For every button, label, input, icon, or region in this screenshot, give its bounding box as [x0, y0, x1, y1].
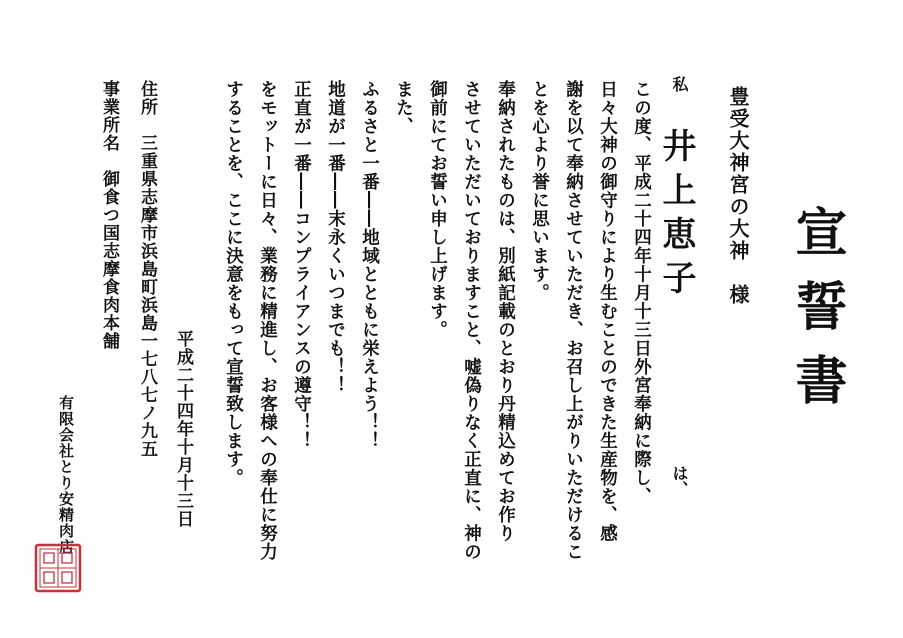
body-line: 日々大神の御守りにより生むことのできた生産物を、感	[597, 80, 618, 543]
addressee: 豊受大神宮の大神 様	[726, 86, 750, 306]
body-line: ふるさと一番――地域とともに栄えよう！！	[359, 80, 380, 450]
body-line: とを心より誉に思います。	[529, 80, 550, 302]
body-line: をモットーに日々、業務に精進し、お客様への奉仕に努力	[257, 80, 278, 561]
body-line: 謝を以て奉納させていただき、お召し上がりいただけるこ	[563, 80, 584, 561]
company-seal-icon	[34, 543, 82, 593]
body-line: させていただいておりますこと、嘘偽りなく正直に、神の	[461, 80, 482, 561]
declaration-date: 平成二十四年十月十三日	[173, 330, 193, 528]
body-line: 地道が一番――末永くいつまでも！！	[325, 80, 346, 395]
office-name: 事業所名 御食つ国志摩食肉本舗	[99, 80, 119, 350]
document-title: 宣誓書	[786, 205, 847, 427]
company-name: 有限会社とり安精肉店	[57, 395, 75, 555]
body-line: 御前にてお誓い申し上げます。	[427, 80, 448, 339]
address: 住所 三重県志摩市浜島町浜島一七八七ノ九五	[137, 80, 157, 458]
body-line: することを、ここに決意をもって宣誓致します。	[223, 80, 244, 487]
declarant-name: 井上恵子	[656, 128, 696, 304]
first-person-pronoun: 私	[670, 76, 689, 92]
body-line: 奉納されたものは、別紙記載のとおり丹精込めてお作り	[495, 80, 516, 543]
topic-particle: は、	[670, 465, 689, 497]
body-line: 正直が一番――コンプライアンスの遵守！！	[291, 80, 312, 450]
body-line: この度、平成二十四年十月十三日外宮奉納に際し、	[631, 80, 652, 506]
body-line: また、	[393, 80, 414, 136]
